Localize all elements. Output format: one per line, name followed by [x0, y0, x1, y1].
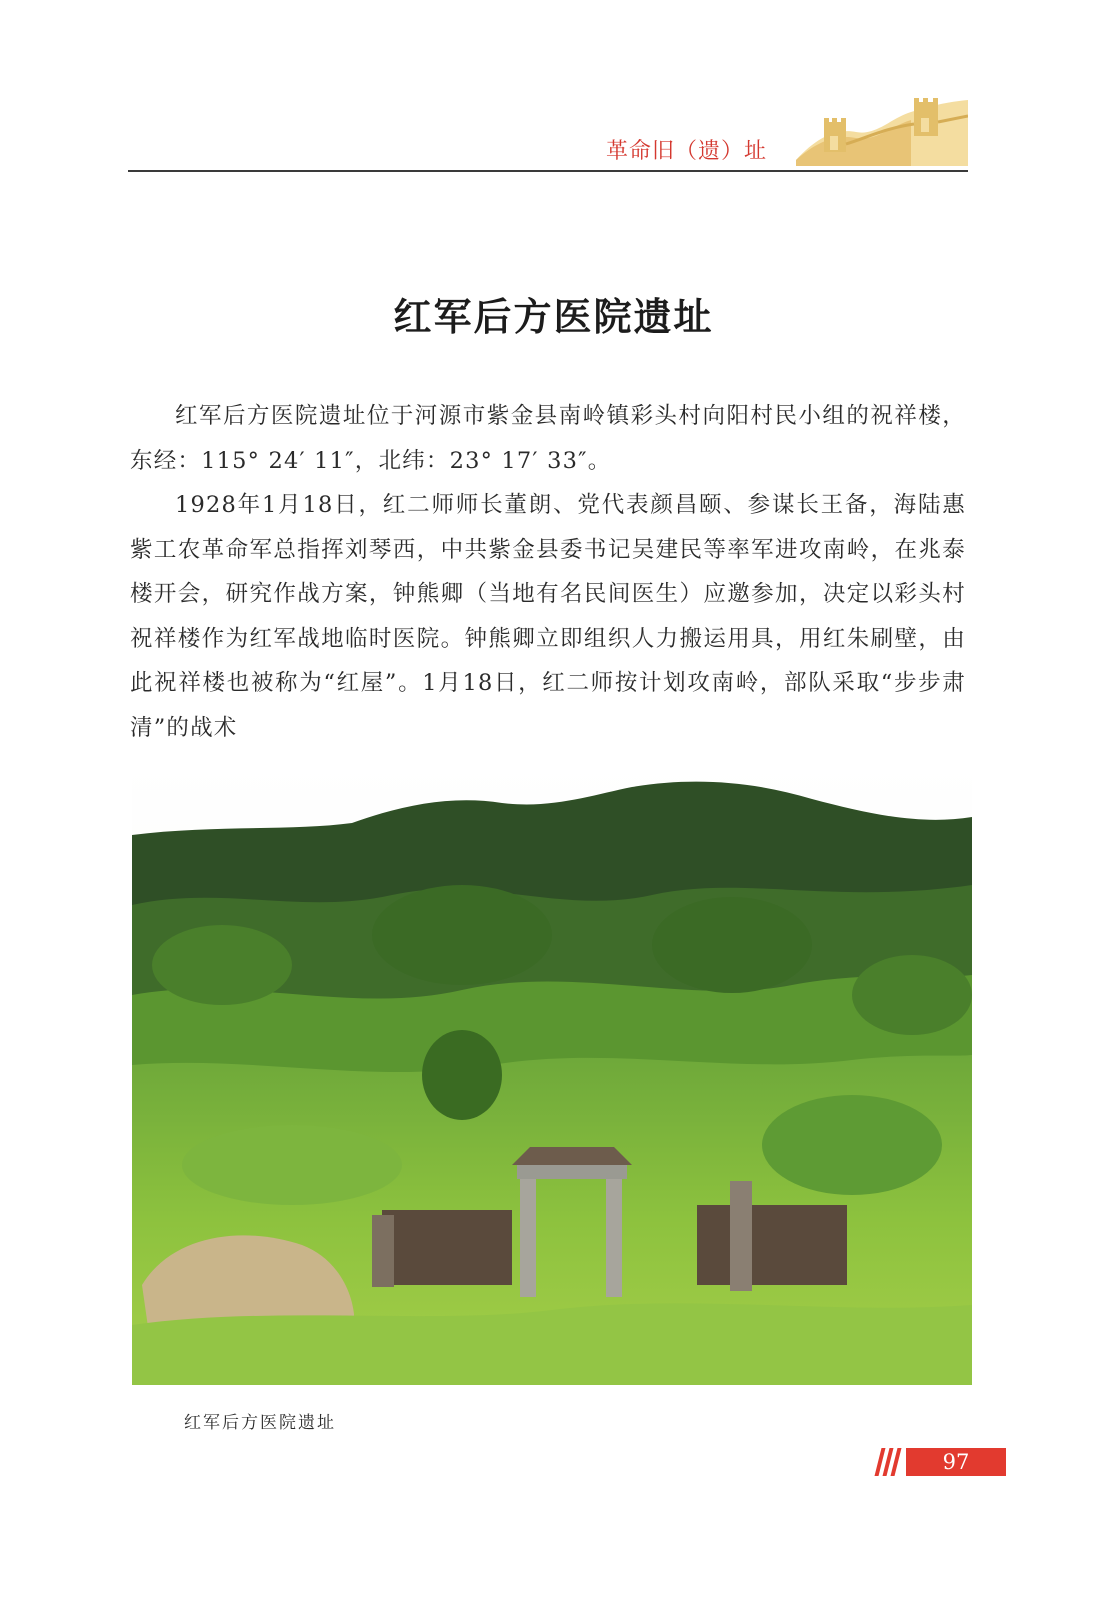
great-wall-icon: [796, 98, 968, 166]
photo-caption: 红军后方医院遗址: [184, 1413, 336, 1433]
header-divider: [128, 170, 968, 172]
article-paragraph: 1928年1月18日，红二师师长董朗、党代表颜昌颐、参谋长王备，海陆惠紫工农革命军总指挥刘琴西，中共紫金县委书记吴建民等率军进攻南岭，在兆泰楼开会，研究作战方案，钟熊卿（当地有名民间医生）应邀参加，决定以彩头村祝祥楼作为红军战地临时医院。钟熊卿立即组织人力搬运用具，用红朱刷壁，由此祝祥楼也被称为“红屋”。1月18日，红二师按计划攻南岭，部队采取“步步肃清”的战术: [130, 492, 966, 741]
article-title: 红军后方医院遗址: [393, 294, 714, 339]
hillside-ruins-illustration: [132, 765, 972, 1385]
article-paragraph: 红军后方医院遗址位于河源市紫金县南岭镇彩头村向阳村民小组的祝祥楼，东经：115° 24′ 11″，北纬：23° 17′ 33″。: [130, 403, 966, 474]
page-number: 97: [906, 1448, 1006, 1476]
section-header-title: 革命旧（遗）址: [606, 139, 768, 164]
site-photo: [132, 765, 972, 1385]
article-body: [130, 394, 966, 750]
